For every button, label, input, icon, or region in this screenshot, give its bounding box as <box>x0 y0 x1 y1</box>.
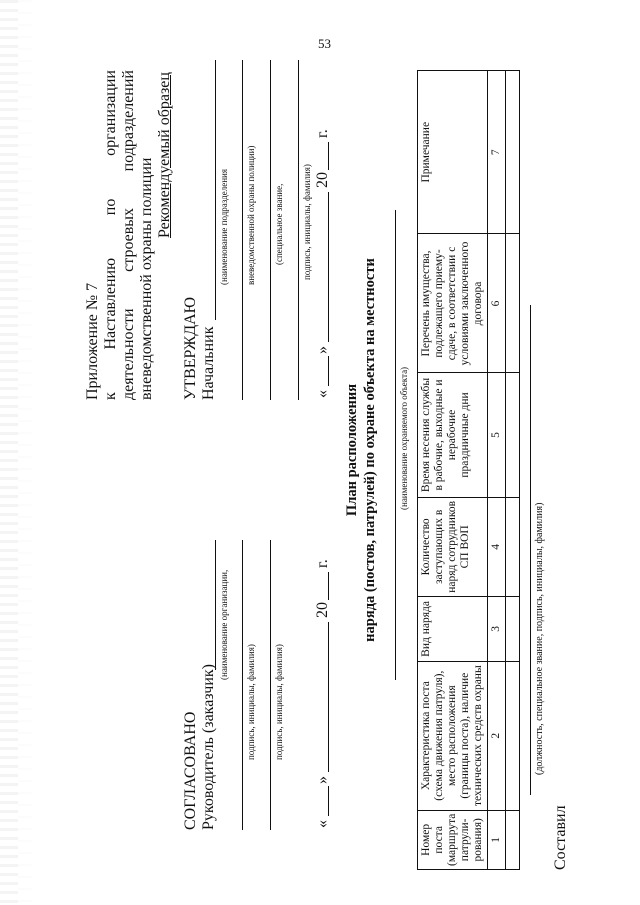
agreed-hint-1: (наименование организации, <box>219 569 229 680</box>
approve-line-1 <box>215 60 216 320</box>
agreed-head: Руководитель (заказчик) <box>200 663 217 830</box>
agreed-year-suffix: г. <box>314 559 331 568</box>
annex-line-1: Приложение № 7 <box>84 282 101 400</box>
header-detail-type: Вид наряда <box>418 597 488 662</box>
approve-hint-3: (специальное звание, <box>274 183 284 265</box>
footer-hint: (должность, специальное звание, подпись, инициалы, фамилия) <box>534 502 545 775</box>
table-cell: 3 <box>488 597 506 662</box>
table-cell: 5 <box>488 373 506 497</box>
header-post-number: Номер поста (маршрута патрули-рования) <box>418 810 488 869</box>
header-note: Примечание <box>418 71 488 234</box>
table-cell <box>506 373 520 497</box>
agreed-date-month-line <box>328 622 329 772</box>
approve-line-3 <box>270 60 271 400</box>
approve-date-close: » <box>314 346 331 354</box>
approve-date-open: « <box>314 390 331 398</box>
approve-line-4 <box>298 60 299 400</box>
footer-label: Составил <box>552 805 569 870</box>
sample-label: Рекомендуемый образец <box>156 72 173 238</box>
rotated-document-page <box>82 50 582 870</box>
agreed-hint-3: подпись, инициалы, фамилия) <box>274 644 284 760</box>
annex-line-4: вневедомственной охраны полиции <box>138 157 155 400</box>
table-cell <box>506 810 520 869</box>
approve-line-2 <box>242 60 243 400</box>
table-cell <box>506 597 520 662</box>
agreed-line-1 <box>215 540 216 670</box>
agreed-date-day-line <box>328 786 329 816</box>
agreed-date-close: » <box>314 776 331 784</box>
table-number-row <box>488 71 506 870</box>
table-cell: 2 <box>488 661 506 810</box>
header-property-list: Перечень имущества, подлежащего приему-сдаче, в соответствии с условиями заключенного договора <box>418 234 488 373</box>
scan-edge-artifact <box>0 0 18 905</box>
agreed-line-2 <box>242 540 243 830</box>
table-cell <box>506 497 520 597</box>
approve-title: УТВЕРЖДАЮ <box>182 296 199 400</box>
header-service-time: Время несения службы в рабочие, выходные и нерабочие праздничные дни <box>418 373 488 497</box>
posts-table <box>417 70 520 870</box>
approve-hint-1: (наименование подразделения <box>219 169 229 285</box>
approve-year-suffix: г. <box>314 129 331 138</box>
plan-object-line <box>395 210 396 680</box>
approve-year-line <box>328 142 329 170</box>
annex-line-2: к Наставлению по организации <box>102 70 119 400</box>
footer-line <box>530 305 531 795</box>
approve-year-prefix: 20 <box>314 172 331 188</box>
scan-edge-artifact <box>18 0 32 905</box>
annex-line-3: деятельности строевых подразделений <box>120 70 137 400</box>
approve-hint-4: подпись, инициалы, фамилия) <box>302 164 312 280</box>
agreed-title: СОГЛАСОВАНО <box>182 711 199 830</box>
table-cell: 7 <box>488 71 506 234</box>
header-staff-count: Количество заступающих в наряд сотрудников СП ВОП <box>418 497 488 597</box>
agreed-date-open: « <box>314 820 331 828</box>
table-cell: 4 <box>488 497 506 597</box>
plan-title-2: наряда (постов, патрулей) по охране объекта на местности <box>362 258 378 642</box>
table-cell: 6 <box>488 234 506 373</box>
agreed-year-prefix: 20 <box>314 602 331 618</box>
agreed-year-line <box>328 572 329 600</box>
approve-head: Начальник <box>200 326 217 400</box>
table-cell <box>506 234 520 373</box>
header-post-description: Характеристика поста (схема движения патруля), место расположения (границы поста), наличие технических средств охраны <box>418 661 488 810</box>
agreed-line-3 <box>270 540 271 830</box>
table-empty-row <box>506 71 520 870</box>
plan-title-1: План расположения <box>344 383 360 517</box>
approve-hint-2: вневедомственной охраны полиции) <box>246 145 256 285</box>
table-cell <box>506 661 520 810</box>
table-cell: 1 <box>488 810 506 869</box>
approve-date-month-line <box>328 192 329 342</box>
plan-object-hint: (наименование охраняемого объекта) <box>399 366 409 510</box>
table-cell <box>506 71 520 234</box>
approve-date-day-line <box>328 356 329 386</box>
table-header-row <box>418 71 488 870</box>
page-number: 53 <box>318 36 331 51</box>
agreed-hint-2: подпись, инициалы, фамилия) <box>246 644 256 760</box>
